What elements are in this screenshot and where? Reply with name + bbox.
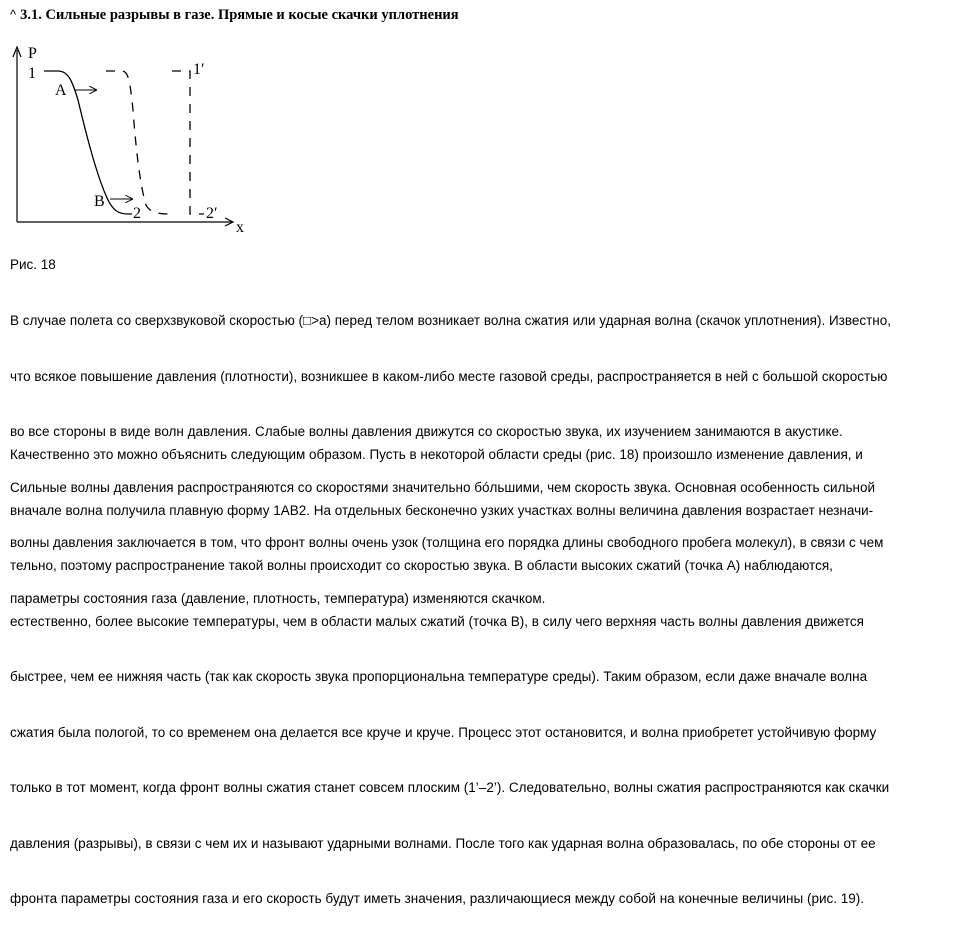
figure-shock-wave-diagram [0,0,280,250]
text-line: быстрее, чем ее нижняя часть (так как скорость звука пропорциональна температуре среды). Таким образом, если даже вначале волна [10,669,868,684]
label-1-prime: 1′ [193,61,205,78]
text-line: Сильные волны давления распространяются со скоростями значительно бóльшими, чем скорость звука. Основная особенность сильной [10,479,876,495]
label-1: 1 [28,65,36,82]
text-line: давления (разрывы), в связи с чем их и называют ударными волнами. После того как ударная волна образовалась, по обе стороны от ее [10,835,876,851]
figure-caption: Рис. 18 [10,257,56,272]
collapse-caret-icon[interactable]: ^ [10,7,17,22]
text-line: естественно, более высокие температуры, чем в области малых сжатий (точка В), в силу чего верхняя часть волны давления движется [10,613,864,629]
label-2-prime: 2′ [206,205,218,222]
text-line: В случае полета со сверхзвуковой скоростью (□>a) перед телом возникает волна сжатия или ударная волна (скачок уплотнения). Известно, [10,313,892,328]
text-line: Качественно это можно объяснить следующим образом. Пусть в некоторой области среды (рис. 18) произошло изменение давления, и [10,447,863,462]
text-line: что всякое повышение давления (плотности), возникшее в каком-либо месте газовой среды, распространяется в ней с большой скоростью [10,368,888,384]
text-line: тельно, поэтому распространение такой волны происходит со скоростью звука. В области высоких сжатий (точка А) наблюдаются, [10,558,833,573]
text-line: только в тот момент, когда фронт волны сжатия станет совсем плоским (1’–2’). Следовательно, волны сжатия распространяются как скачки [10,780,890,795]
steepening-wave-curve [106,71,170,214]
label-b: B [94,193,105,210]
text-line: во все стороны в виде волн давления. Слабые волны давления движутся со скоростью звука, их изучением занимаются в акустике. [10,424,843,439]
section-title: 3.1. Сильные разрывы в газе. Прямые и косые скачки уплотнения [20,7,459,23]
paragraph-qualitative-explanation [10,409,889,927]
shock-front-line [172,71,204,214]
text-line: сжатия была пологой, то со временем она делается все круче и круче. Процесс этот остановится, и волна приобретет устойчивую форму [10,724,877,740]
axis-label-p: P [28,45,37,62]
axis-label-x: x [236,219,244,236]
text-line: параметры состояния газа (давление, плотность, температура) изменяются скачком. [10,590,546,606]
label-2: 2 [133,205,141,222]
text-line: волны давления заключается в том, что фронт волны очень узок (толщина его порядка длины свободного пробега молекул), в связи с чем [10,535,884,550]
label-a: A [55,82,67,99]
text-line: вначале волна получила плавную форму 1АВ2. На отдельных бесконечно узких участках волны величина давления возрастает незначи- [10,502,874,518]
text-line: фронта параметры состояния газа и его скорость будут иметь значения, различающиеся между собой на конечные величины (рис. 19). [10,891,865,906]
